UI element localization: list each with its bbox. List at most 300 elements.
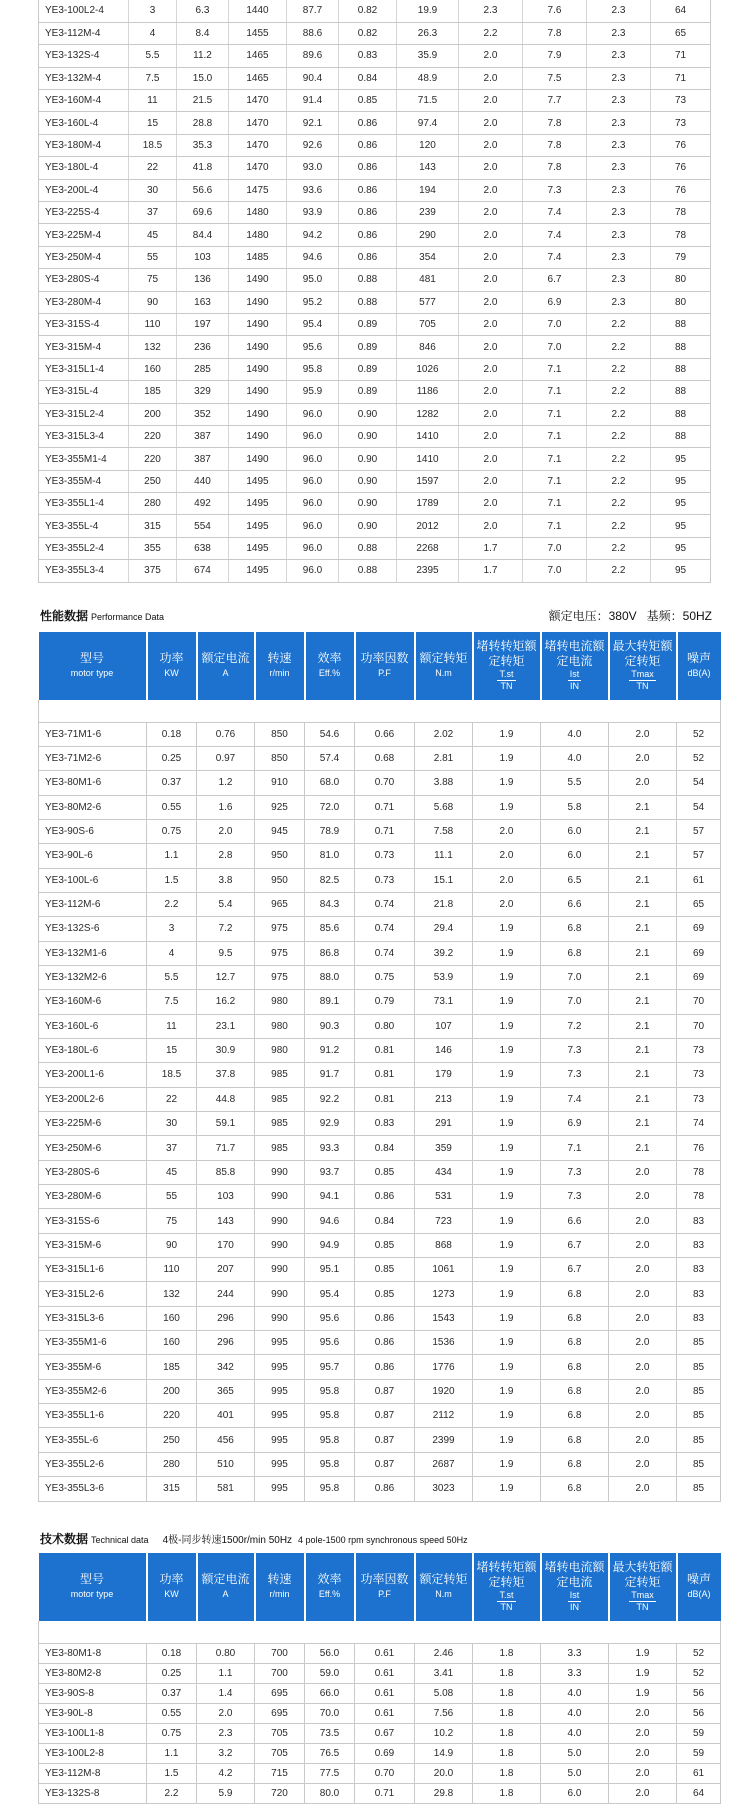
model-cell: YE3-315M-4 [39, 336, 129, 358]
value-cell: 88.0 [305, 965, 355, 989]
section-title [40, 1530, 468, 1547]
header-label-unit: P.F [378, 1589, 391, 1599]
value-cell: 1495 [229, 560, 287, 582]
value-cell: 54 [677, 771, 721, 795]
value-cell: 2.0 [197, 1703, 255, 1723]
value-cell: 0.88 [339, 291, 397, 313]
value-cell: 1.8 [473, 1703, 541, 1723]
value-cell: 59 [677, 1743, 721, 1763]
value-cell: 59 [677, 1723, 721, 1743]
table-row [39, 844, 721, 868]
value-cell: 7.1 [523, 448, 587, 470]
model-cell: YE3-250M-6 [39, 1136, 147, 1160]
value-cell: 2.0 [473, 819, 541, 843]
model-cell: YE3-132M2-6 [39, 965, 147, 989]
value-cell: 1.8 [473, 1743, 541, 1763]
value-cell: 2.0 [459, 179, 523, 201]
value-cell: 93.3 [305, 1136, 355, 1160]
table-row [39, 1258, 721, 1282]
table-row [39, 1643, 721, 1663]
value-cell: 0.88 [339, 269, 397, 291]
model-cell: YE3-90S-6 [39, 819, 147, 843]
model-cell: YE3-355L3-4 [39, 560, 129, 582]
value-cell: 2.1 [609, 917, 677, 941]
value-cell: 1490 [229, 313, 287, 335]
table-row [39, 1331, 721, 1355]
value-cell: 92.1 [287, 112, 339, 134]
value-cell: 21.8 [415, 892, 473, 916]
value-cell: 1490 [229, 269, 287, 291]
value-cell: 61 [677, 868, 721, 892]
value-cell: 2.1 [609, 844, 677, 868]
header-label-unit: motor type [70, 1589, 114, 1599]
value-cell: 85.6 [305, 917, 355, 941]
model-cell: YE3-160L-4 [39, 112, 129, 134]
value-cell: 89.1 [305, 990, 355, 1014]
model-cell: YE3-90S-8 [39, 1683, 147, 1703]
value-cell: 6.0 [541, 844, 609, 868]
value-cell: 146 [415, 1038, 473, 1062]
value-cell: 7.8 [523, 112, 587, 134]
value-cell: 0.70 [355, 771, 415, 795]
value-cell: 995 [255, 1452, 305, 1476]
value-cell: 95.6 [287, 336, 339, 358]
value-cell: 1.5 [147, 868, 197, 892]
value-cell: 56 [677, 1703, 721, 1723]
value-cell: 0.85 [355, 1233, 415, 1257]
model-cell: YE3-200L1-6 [39, 1063, 147, 1087]
value-cell: 6.0 [541, 819, 609, 843]
value-cell: 2.3 [587, 224, 651, 246]
value-cell: 975 [255, 941, 305, 965]
value-cell: 85 [677, 1331, 721, 1355]
table-row [39, 67, 711, 89]
value-cell: 70.0 [305, 1703, 355, 1723]
value-cell: 96.0 [287, 515, 339, 537]
value-cell: 7.1 [523, 425, 587, 447]
model-cell: YE3-132M-4 [39, 67, 129, 89]
header-label-cn: 额定转矩 [419, 651, 468, 665]
value-cell: 23.1 [197, 1014, 255, 1038]
value-cell: 2.0 [609, 746, 677, 770]
table-row [39, 112, 711, 134]
value-cell: 2.0 [609, 722, 677, 746]
section-title-en: Technical data [91, 1535, 149, 1545]
value-cell: 6.9 [541, 1112, 609, 1136]
header-label-unit: A [222, 668, 229, 678]
value-cell: 359 [415, 1136, 473, 1160]
value-cell: 80.0 [305, 1783, 355, 1803]
value-cell: 6.8 [541, 917, 609, 941]
value-cell: 4.0 [541, 746, 609, 770]
value-cell: 2.0 [459, 448, 523, 470]
model-cell: YE3-100L2-8 [39, 1743, 147, 1763]
value-cell: 1536 [415, 1331, 473, 1355]
value-cell: 160 [147, 1306, 197, 1330]
model-cell: YE3-280M-6 [39, 1185, 147, 1209]
value-cell: 674 [177, 560, 229, 582]
value-cell: 2.0 [459, 269, 523, 291]
value-cell: 2.3 [459, 0, 523, 22]
value-cell: 1495 [229, 537, 287, 559]
table-row [39, 795, 721, 819]
model-cell: YE3-315S-4 [39, 313, 129, 335]
value-cell: 1475 [229, 179, 287, 201]
value-cell: 2.3 [587, 246, 651, 268]
value-cell: 7.4 [523, 202, 587, 224]
value-cell: 2.0 [609, 1282, 677, 1306]
value-cell: 0.71 [355, 1783, 415, 1803]
value-cell: 0.61 [355, 1683, 415, 1703]
value-cell: 0.71 [355, 795, 415, 819]
value-cell: 2.0 [609, 1452, 677, 1476]
header-cell-current [197, 632, 255, 700]
value-cell: 2.0 [609, 1723, 677, 1743]
value-cell: 73 [677, 1038, 721, 1062]
value-cell: 78 [677, 1160, 721, 1184]
model-cell: YE3-355M-6 [39, 1355, 147, 1379]
value-cell: 296 [197, 1331, 255, 1355]
value-cell: 83 [677, 1233, 721, 1257]
header-label-unit: N.m [435, 1589, 452, 1599]
value-cell: 1.7 [459, 560, 523, 582]
value-cell: 52 [677, 1643, 721, 1663]
value-cell: 0.87 [355, 1379, 415, 1403]
value-cell: 96.0 [287, 448, 339, 470]
value-cell: 2.0 [459, 45, 523, 67]
table-row [39, 403, 711, 425]
value-cell: 1470 [229, 134, 287, 156]
value-cell: 244 [197, 1282, 255, 1306]
value-cell: 0.90 [339, 470, 397, 492]
value-cell: 2.0 [609, 1258, 677, 1282]
value-cell: 78 [677, 1185, 721, 1209]
value-cell: 2.2 [459, 22, 523, 44]
header-cell-model [39, 632, 147, 700]
value-cell: 2.0 [609, 1379, 677, 1403]
value-cell: 980 [255, 990, 305, 1014]
value-cell: 2.2 [587, 358, 651, 380]
header-fraction [568, 669, 582, 692]
value-cell: 7.7 [523, 90, 587, 112]
value-cell: 0.80 [197, 1643, 255, 1663]
value-cell: 9.5 [197, 941, 255, 965]
value-cell: 95.4 [305, 1282, 355, 1306]
value-cell: 85 [677, 1477, 721, 1501]
model-cell: YE3-355L3-6 [39, 1477, 147, 1501]
value-cell: 48.9 [397, 67, 459, 89]
value-cell: 22 [129, 157, 177, 179]
value-cell: 0.71 [355, 819, 415, 843]
value-cell: 1.8 [473, 1723, 541, 1743]
value-cell: 3.3 [541, 1643, 609, 1663]
table-row [39, 45, 711, 67]
value-cell: 2.3 [587, 202, 651, 224]
value-cell: 83 [677, 1258, 721, 1282]
table-row [39, 1087, 721, 1111]
table-row [39, 1233, 721, 1257]
value-cell: 4.2 [197, 1763, 255, 1783]
value-cell: 387 [177, 448, 229, 470]
value-cell: 11 [147, 1014, 197, 1038]
value-cell: 0.84 [355, 1209, 415, 1233]
value-cell: 1.9 [473, 746, 541, 770]
fraction-numerator: T.st [499, 669, 514, 679]
value-cell: 1.9 [609, 1643, 677, 1663]
value-cell: 52 [677, 722, 721, 746]
model-cell: YE3-112M-4 [39, 22, 129, 44]
value-cell: 95.8 [287, 358, 339, 380]
value-cell: 1.9 [473, 965, 541, 989]
value-cell: 1.9 [473, 1136, 541, 1160]
value-cell: 1.9 [473, 1379, 541, 1403]
value-cell: 2.2 [587, 425, 651, 447]
value-cell: 990 [255, 1282, 305, 1306]
table-row [39, 1404, 721, 1428]
value-cell: 94.6 [287, 246, 339, 268]
value-cell: 581 [197, 1477, 255, 1501]
value-cell: 7.1 [523, 515, 587, 537]
value-cell: 93.6 [287, 179, 339, 201]
value-cell: 0.25 [147, 1663, 197, 1683]
model-cell: YE3-180L-6 [39, 1038, 147, 1062]
table-row [39, 134, 711, 156]
technical-data-heading [40, 1528, 712, 1548]
value-cell: 0.74 [355, 941, 415, 965]
model-cell: YE3-315L3-6 [39, 1306, 147, 1330]
value-cell: 1.9 [473, 1331, 541, 1355]
table-row [39, 1452, 721, 1476]
value-cell: 401 [197, 1404, 255, 1428]
model-cell: YE3-315L2-4 [39, 403, 129, 425]
value-cell: 53.9 [415, 965, 473, 989]
value-cell: 2.3 [587, 112, 651, 134]
value-cell: 69.6 [177, 202, 229, 224]
value-cell: 56.6 [177, 179, 229, 201]
value-cell: 1.9 [609, 1683, 677, 1703]
value-cell: 1026 [397, 358, 459, 380]
value-cell: 2.1 [609, 1136, 677, 1160]
value-cell: 7.1 [523, 358, 587, 380]
value-cell: 700 [255, 1663, 305, 1683]
header-label-unit: r/min [269, 1589, 290, 1599]
table-row [39, 1763, 721, 1783]
value-cell: 79 [651, 246, 711, 268]
value-cell: 0.86 [355, 1185, 415, 1209]
value-cell: 80 [651, 269, 711, 291]
table-row [39, 179, 711, 201]
value-cell: 2.0 [609, 1743, 677, 1763]
model-cell: YE3-355M1-4 [39, 448, 129, 470]
value-cell: 65 [677, 892, 721, 916]
performance-data-table [38, 632, 721, 1502]
value-cell: 365 [197, 1379, 255, 1403]
table-row [39, 771, 721, 795]
value-cell: 1.9 [473, 1355, 541, 1379]
value-cell: 0.86 [339, 134, 397, 156]
fraction-denominator: TN [500, 681, 513, 691]
value-cell: 531 [415, 1185, 473, 1209]
header-fraction [568, 1590, 582, 1613]
value-cell: 950 [255, 844, 305, 868]
value-cell: 1.9 [473, 917, 541, 941]
table-row [39, 313, 711, 335]
value-cell: 95 [651, 470, 711, 492]
value-cell: 0.25 [147, 746, 197, 770]
value-cell: 7.3 [541, 1063, 609, 1087]
value-cell: 985 [255, 1087, 305, 1111]
value-cell: 2.3 [587, 90, 651, 112]
table-row [39, 1743, 721, 1763]
value-cell: 492 [177, 493, 229, 515]
value-cell: 705 [255, 1723, 305, 1743]
value-cell: 0.55 [147, 795, 197, 819]
value-cell: 7.1 [523, 381, 587, 403]
table-row [39, 1723, 721, 1743]
value-cell: 160 [147, 1331, 197, 1355]
value-cell: 1.1 [147, 1743, 197, 1763]
model-cell: YE3-225M-4 [39, 224, 129, 246]
value-cell: 1.9 [473, 771, 541, 795]
value-cell: 7.2 [541, 1014, 609, 1038]
value-cell: 250 [147, 1428, 197, 1452]
header-label-cn: 堵转电流额定电流 [544, 639, 605, 668]
value-cell: 57.4 [305, 746, 355, 770]
value-cell: 2.0 [609, 1306, 677, 1330]
value-cell: 2.2 [587, 560, 651, 582]
value-cell: 14.9 [415, 1743, 473, 1763]
value-cell: 1.1 [147, 844, 197, 868]
value-cell: 66.0 [305, 1683, 355, 1703]
value-cell: 1.9 [473, 1112, 541, 1136]
value-cell: 1480 [229, 202, 287, 224]
model-cell: YE3-100L1-8 [39, 1723, 147, 1743]
value-cell: 1.9 [473, 1233, 541, 1257]
header-fraction [497, 1590, 515, 1613]
table-row [39, 819, 721, 843]
value-cell: 2.0 [609, 1160, 677, 1184]
value-cell: 76.5 [305, 1743, 355, 1763]
value-cell: 1273 [415, 1282, 473, 1306]
value-cell: 37 [147, 1136, 197, 1160]
value-cell: 185 [129, 381, 177, 403]
header-spacer-row [39, 1621, 721, 1643]
value-cell: 7.5 [147, 990, 197, 1014]
value-cell: 6.8 [541, 1428, 609, 1452]
value-cell: 6.8 [541, 941, 609, 965]
value-cell: 90 [147, 1233, 197, 1257]
value-cell: 80 [651, 291, 711, 313]
model-cell: YE3-355M1-6 [39, 1331, 147, 1355]
value-cell: 95.8 [305, 1428, 355, 1452]
value-cell: 2.0 [459, 246, 523, 268]
value-cell: 925 [255, 795, 305, 819]
value-cell: 93.0 [287, 157, 339, 179]
value-cell: 2.1 [609, 990, 677, 1014]
value-cell: 2.1 [609, 1038, 677, 1062]
value-cell: 0.79 [355, 990, 415, 1014]
base-frequency: 基频：50HZ [646, 609, 712, 623]
value-cell: 2012 [397, 515, 459, 537]
table-row [39, 269, 711, 291]
value-cell: 0.88 [339, 537, 397, 559]
value-cell: 985 [255, 1112, 305, 1136]
value-cell: 96.0 [287, 470, 339, 492]
header-label-unit: dB(A) [687, 1589, 711, 1599]
value-cell: 90.3 [305, 1014, 355, 1038]
value-cell: 6.8 [541, 1355, 609, 1379]
value-cell: 15 [147, 1038, 197, 1062]
table-row [39, 1136, 721, 1160]
value-cell: 2.0 [609, 1331, 677, 1355]
header-cell-max [609, 1553, 677, 1621]
table-row [39, 202, 711, 224]
value-cell: 2.0 [459, 67, 523, 89]
value-cell: 7.0 [541, 990, 609, 1014]
value-cell: 2.3 [587, 291, 651, 313]
value-cell: 170 [197, 1233, 255, 1257]
value-cell: 723 [415, 1209, 473, 1233]
value-cell: 990 [255, 1233, 305, 1257]
value-cell: 0.88 [339, 560, 397, 582]
value-cell: 945 [255, 819, 305, 843]
value-cell: 65 [651, 22, 711, 44]
value-cell: 220 [129, 448, 177, 470]
fraction-denominator: TN [500, 1602, 513, 1612]
value-cell: 75 [129, 269, 177, 291]
value-cell: 985 [255, 1136, 305, 1160]
value-cell: 94.6 [305, 1209, 355, 1233]
value-cell: 0.18 [147, 722, 197, 746]
value-cell: 985 [255, 1063, 305, 1087]
value-cell: 194 [397, 179, 459, 201]
value-cell: 96.0 [287, 560, 339, 582]
fraction-numerator: Ist [569, 1590, 580, 1600]
value-cell: 1455 [229, 22, 287, 44]
value-cell: 1490 [229, 425, 287, 447]
value-cell: 11.2 [177, 45, 229, 67]
value-cell: 73 [651, 90, 711, 112]
value-cell: 0.86 [355, 1331, 415, 1355]
value-cell: 7.0 [523, 313, 587, 335]
value-cell: 94.9 [305, 1233, 355, 1257]
table-header-row [39, 1553, 721, 1621]
value-cell: 2.1 [609, 1112, 677, 1136]
value-cell: 26.3 [397, 22, 459, 44]
value-cell: 2.0 [609, 1404, 677, 1428]
value-cell: 3.2 [197, 1743, 255, 1763]
value-cell: 7.6 [523, 0, 587, 22]
value-cell: 160 [129, 358, 177, 380]
value-cell: 200 [129, 403, 177, 425]
value-cell: 7.4 [523, 224, 587, 246]
value-cell: 0.81 [355, 1087, 415, 1111]
value-cell: 2.0 [609, 1233, 677, 1257]
value-cell: 2.0 [459, 157, 523, 179]
value-cell: 5.08 [415, 1683, 473, 1703]
table-row [39, 1038, 721, 1062]
value-cell: 291 [415, 1112, 473, 1136]
value-cell: 2.8 [197, 844, 255, 868]
value-cell: 7.1 [523, 470, 587, 492]
header-fraction [497, 669, 515, 692]
value-cell: 18.5 [129, 134, 177, 156]
value-cell: 1485 [229, 246, 287, 268]
value-cell: 30 [147, 1112, 197, 1136]
value-cell: 5.5 [129, 45, 177, 67]
value-cell: 5.9 [197, 1783, 255, 1803]
value-cell: 7.8 [523, 134, 587, 156]
